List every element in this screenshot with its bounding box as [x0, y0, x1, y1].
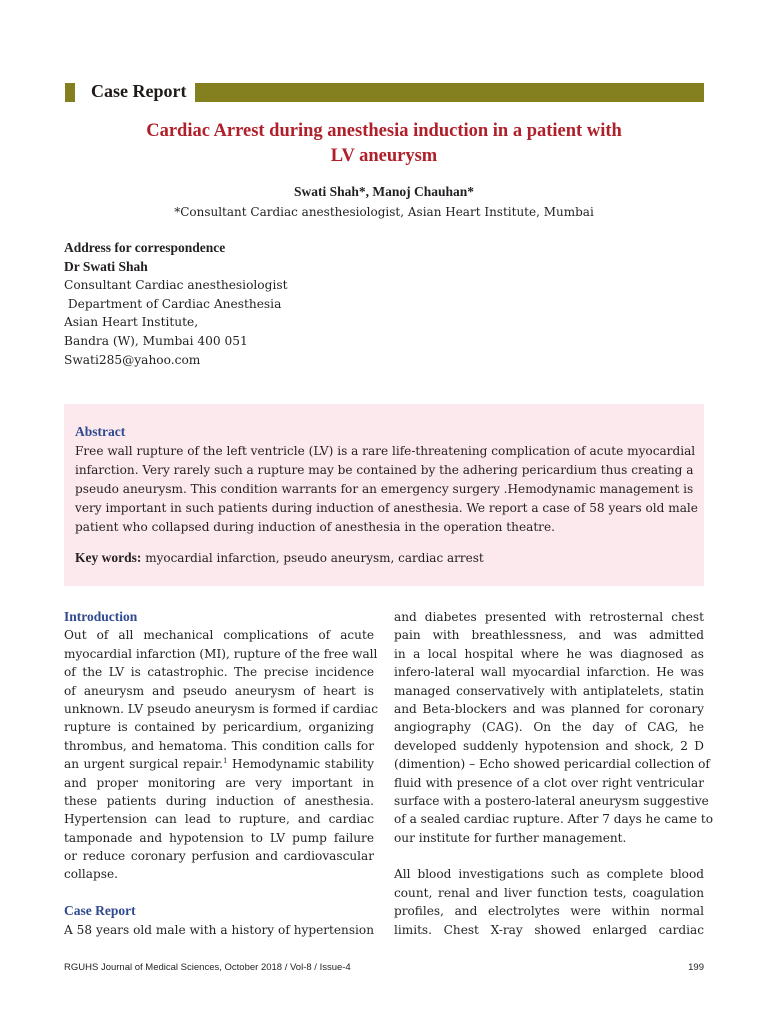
correspondence-name: Dr Swati Shah: [64, 258, 148, 274]
text-line: thrombus, and hematoma. This condition calls for: [64, 738, 374, 753]
affiliation: *Consultant Cardiac anesthesiologist, Asian Heart Institute, Mumbai: [174, 205, 594, 219]
address-line: Asian Heart Institute,: [64, 315, 199, 330]
text-line: tamponade and hypotension to LV pump failure: [64, 830, 374, 845]
abstract-line: patient who collapsed during induction of anesthesia in the operation theatre.: [75, 520, 555, 534]
text-line: collapse.: [64, 867, 118, 882]
section-label: Case Report: [75, 79, 195, 104]
text-line: count, renal and liver function tests, coagulation: [394, 885, 704, 900]
abstract-line: Free wall rupture of the left ventricle (LV) is a rare life-threatening complication of acute myocardial: [75, 444, 696, 458]
case-report-heading: Case Report: [64, 903, 136, 919]
text-line: unknown. LV pseudo aneurysm is formed if cardiac: [64, 701, 379, 716]
title-line-2: LV aneurysm: [330, 146, 438, 166]
text-line: surface with a postero-lateral aneurysm suggestive: [394, 793, 709, 808]
text-fragment: Hemodynamic stability: [227, 757, 374, 772]
section-banner: [65, 83, 704, 102]
text-fragment: an urgent surgical repair.: [64, 757, 224, 772]
page-number: 199: [688, 962, 704, 973]
correspondence-address: [64, 239, 464, 369]
text-line: A 58 years old male with a history of hypertension: [64, 922, 374, 937]
right-column: [394, 608, 714, 939]
abstract-box: [64, 404, 704, 586]
text-line: [64, 755, 374, 773]
text-line: and diabetes presented with retrosternal chest: [394, 610, 704, 624]
text-line: (dimention) – Echo showed pericardial collection of: [394, 757, 710, 772]
text-line: of a sealed cardiac rupture. After 7 days he came to: [394, 812, 714, 827]
journal-footer: RGUHS Journal of Medical Sciences, October 2018 / Vol-8 / Issue-4: [64, 962, 351, 973]
text-line: rupture is contained by pericardium, organizing: [64, 720, 374, 735]
text-line: Out of all mechanical complications of acute: [64, 628, 374, 643]
text-line: myocardial infarction (MI), rupture of the free wall: [64, 646, 378, 661]
abstract-line: very important in such patients during induction of anesthesia. We report a case of 58 years old male: [75, 501, 698, 515]
authors: Swati Shah*, Manoj Chauhan*: [293, 184, 475, 199]
article-title: [64, 119, 704, 169]
keywords-text: myocardial infarction, pseudo aneurysm, cardiac arrest: [141, 551, 484, 565]
text-line: of the LV is catastrophic. The precise incidence: [64, 665, 374, 680]
text-line: angiography (CAG). On the day of CAG, he: [394, 720, 704, 735]
keywords: [75, 548, 695, 568]
text-line: Hypertension can lead to rupture, and cardiac: [64, 812, 374, 827]
abstract-heading: Abstract: [75, 424, 126, 439]
abstract-line: infarction. Very rarely such a rupture may be contained by the adhering pericardium thus creating a: [75, 463, 694, 477]
text-line: fluid with presence of a clot over right ventricular: [394, 775, 704, 790]
left-column: [64, 608, 379, 939]
text-line: or reduce coronary perfusion and cardiovascular: [64, 849, 374, 864]
address-line: Department of Cardiac Anesthesia: [64, 296, 282, 311]
email-address: Swati285@yahoo.com: [64, 352, 201, 367]
text-line: and proper monitoring are very important in: [64, 775, 374, 790]
address-line: Consultant Cardiac anesthesiologist: [64, 278, 288, 293]
text-line: and Beta-blockers and was planned for coronary: [394, 701, 704, 716]
text-line: developed suddenly hypotension and shock, 2 D: [394, 738, 704, 753]
text-line: pain with breathlessness, and was admitted: [394, 628, 704, 643]
text-line: our institute for further management.: [394, 830, 627, 845]
abstract-line: pseudo aneurysm. This condition warrants for an emergency surgery .Hemodynamic management is: [75, 482, 694, 496]
correspondence-heading: Address for correspondence: [64, 240, 226, 255]
text-line: managed conservatively with antiplatelets, statin: [394, 683, 704, 698]
text-line: All blood investigations such as complete blood: [394, 867, 704, 882]
text-line: infero-lateral wall myocardial infarction. He was: [394, 665, 704, 680]
introduction-heading: Introduction: [64, 609, 138, 624]
address-line: Bandra (W), Mumbai 400 051: [64, 333, 248, 348]
text-line: limits. Chest X-ray showed enlarged cardiac: [394, 922, 704, 937]
abstract-text: [75, 442, 698, 537]
text-line: these patients during induction of anesthesia.: [64, 793, 374, 808]
keywords-label: Key words:: [75, 550, 142, 565]
text-line: profiles, and electrolytes were within normal: [394, 904, 704, 919]
reference-marker: 1: [223, 757, 228, 766]
text-line: of aneurysm and pseudo aneurysm of heart is: [64, 683, 374, 698]
title-line-1: Cardiac Arrest during anesthesia induction in a patient with: [146, 121, 622, 141]
text-line: in a local hospital where he was diagnosed as: [394, 646, 704, 661]
